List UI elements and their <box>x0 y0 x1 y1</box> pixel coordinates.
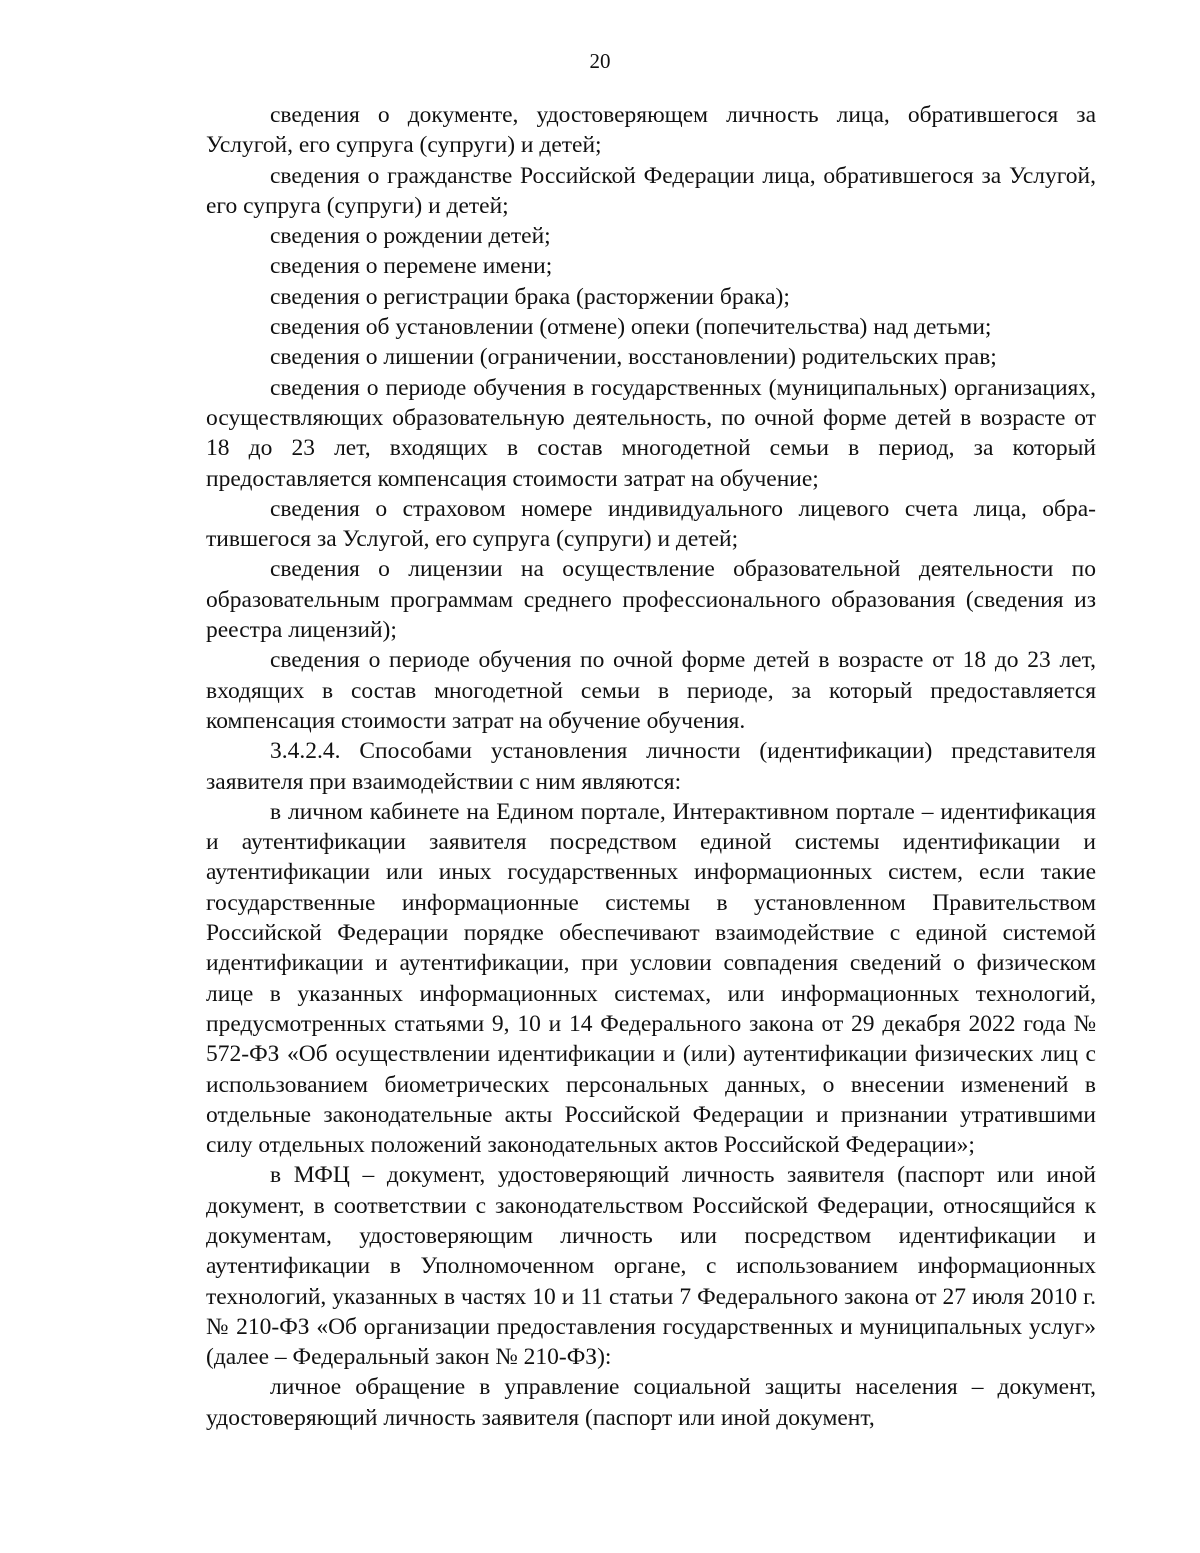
paragraph: личное обращение в управление социальной защиты населения – документ, удостоверяющий личность заявителя (паспорт или иной документ, <box>206 1374 1096 1431</box>
paragraph: сведения о гражданстве Российской Федерации лица, обратившегося за Услугой, его супруга (супруги) и детей; <box>206 162 1096 219</box>
paragraph: в личном кабинете на Едином портале, Интерактивном портале – идентификация и аутентификации заявителя посредством единой системы идентификации и аутентификации или иных государственных информационных систем, если такие государственные информационные системы в установленном Правительством Российской Федерации порядке обеспечивают взаимодействие с единой системой идентификации и аутентификации, при условии совпадения сведений о физическом лице в указанных информационных системах, или информационных технологий, предусмотренных статьями 9, 10 и 14 Федерального закона от 29 декабря 2022 года № 572-ФЗ «Об осуществлении идентификации и (или) аутентификации физических лиц с использованием биометрических персональных данных, о внесении изменений в отдельные законодательные акты Российской Федерации и признании утратившими силу отдельных положений законодательных актов Российской Федерации»; <box>206 798 1096 1159</box>
paragraph: в МФЦ – документ, удостоверяющий личность заявителя (паспорт или иной документ, в соответствии с законодательством Российской Федерации, относящийся к документам, удостоверяющим личность или посредством идентификации и аутентификации в Уполномоченном органе, с использованием информационных технологий, указанных в частях 10 и 11 статьи 7 Федерального закона от 27 июля 2010 г. № 210-ФЗ «Об организации предоставления государственных и муниципальных услуг» (далее – Федеральный закон № 210-ФЗ): <box>206 1162 1096 1371</box>
paragraph: сведения о периоде обучения по очной форме детей в возрасте от 18 до 23 лет, входящих в состав многодетной семьи в периоде, за который предоставляется компенсация стоимости затрат на обучение обучения. <box>206 647 1096 734</box>
paragraph: сведения о лицензии на осуществление образовательной деятельности по образовательным программам среднего профессионального образования (сведения из реестра лицензий); <box>206 556 1096 644</box>
paragraph: 3.4.2.4. Способами установления личности (идентификации) представителя заявителя при взаимодействии с ним являются: <box>206 738 1096 795</box>
paragraph: сведения о документе, удостоверяющем личность лица, обратившегося за Услугой, его супруга (супруги) и детей; <box>206 102 1096 159</box>
paragraph: сведения о рождении детей; <box>270 223 551 250</box>
page-number: 20 <box>589 49 611 73</box>
paragraph: сведения об установлении (отмене) опеки (попечительства) над детьми; <box>270 314 992 341</box>
document-body <box>206 100 1096 1433</box>
paragraph: сведения о лишении (ограничении, восстановлении) родительских прав; <box>270 344 997 371</box>
paragraph: сведения о регистрации брака (расторжении брака); <box>270 283 790 310</box>
paragraph: сведения о периоде обучения в государственных (муниципальных) организациях, осуществляющих образовательную деятельность, по очной форме детей в возрасте от 18 до 23 лет, входящих в состав многодетной семьи в период, за который предоставляется компенсация стоимости затрат на обучение; <box>206 374 1096 492</box>
paragraph: сведения о страховом номере индивидуального лицевого счета лица, обратившегося за Услугой, его супруга (супруги) и детей; <box>206 495 1096 553</box>
paragraph: сведения о перемене имени; <box>270 253 553 280</box>
